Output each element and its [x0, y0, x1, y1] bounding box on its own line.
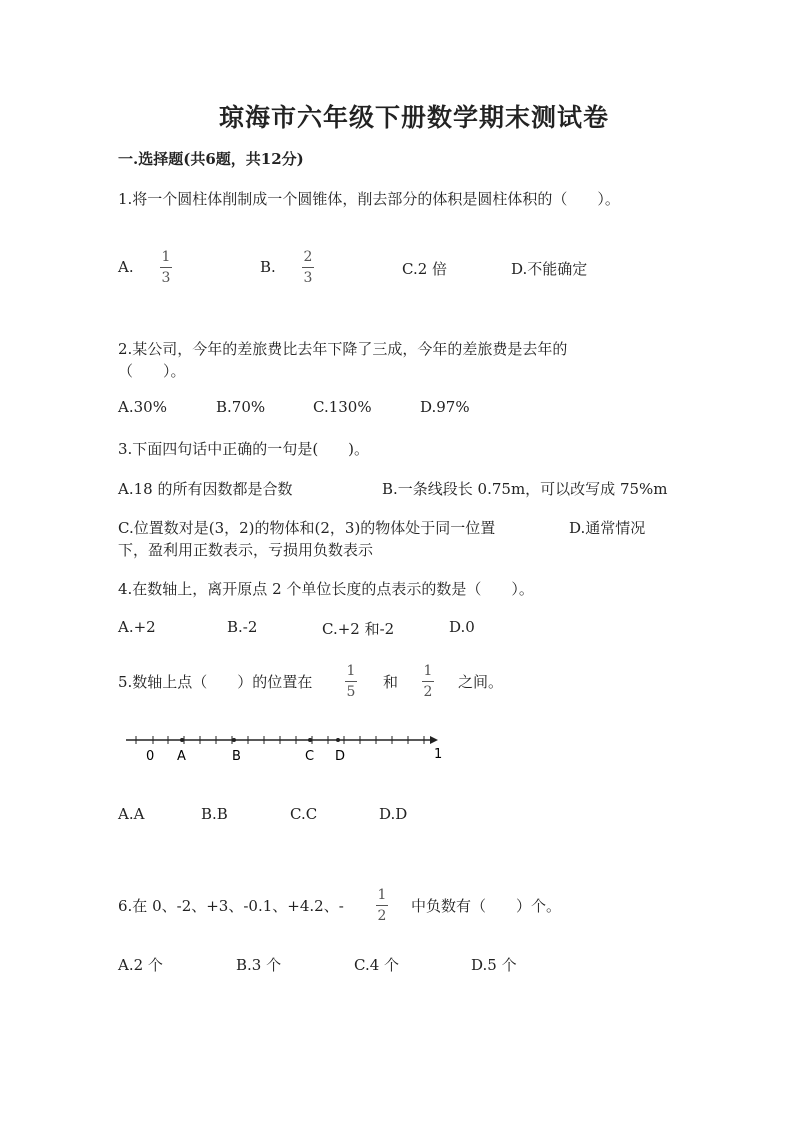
q5-option-c: C.C — [290, 805, 318, 823]
axis-label-zero: 0 — [146, 749, 155, 764]
q4-option-d: D.0 — [449, 618, 475, 636]
point-b-dot — [232, 738, 236, 742]
point-a-dot — [180, 738, 184, 742]
q2-option-a: A.30% — [118, 398, 167, 416]
q2-option-c: C.130% — [313, 398, 372, 416]
q1-option-a-fraction — [160, 249, 172, 286]
axis-label-a: A — [177, 749, 186, 764]
fraction-bar — [376, 905, 388, 906]
question-6-suffix: 中负数有（ ）个。 — [411, 897, 562, 915]
question-2-line-2: （ ）。 — [118, 362, 186, 380]
fraction-numerator: 1 — [161, 249, 171, 265]
fraction-bar — [345, 681, 357, 682]
fraction-denominator: 3 — [161, 270, 171, 286]
question-5-and: 和 — [383, 673, 399, 691]
question-1: 1.将一个圆柱体削制成一个圆锥体，削去部分的体积是圆柱体积的（ ）。 — [118, 190, 620, 208]
q1-option-c: C.2 倍 — [402, 260, 448, 278]
number-line — [120, 728, 460, 778]
q3-option-b: B.一条线段长 0.75m，可以改写成 75%m — [382, 480, 668, 498]
axis-label-one: 1 — [434, 747, 443, 762]
question-6-prefix: 6.在 0、-2、+3、-0.1、+4.2、- — [118, 897, 344, 915]
q6-option-a: A.2 个 — [118, 956, 163, 974]
fraction-numerator: 1 — [423, 663, 433, 679]
fraction-numerator: 2 — [303, 249, 313, 265]
q5-fraction-one-half — [422, 663, 434, 700]
section-heading: 一.选择题(共6题，共12分) — [118, 150, 304, 168]
page-title: 琼海市六年级下册数学期末测试卷 — [219, 103, 610, 132]
q5-option-b: B.B — [201, 805, 228, 823]
q1-option-a-label: A. — [118, 258, 134, 276]
fraction-denominator: 2 — [377, 908, 387, 924]
q2-option-d: D.97% — [420, 398, 470, 416]
q1-option-b-fraction — [302, 249, 314, 286]
fraction-denominator: 2 — [423, 684, 433, 700]
q4-option-c: C.+2 和-2 — [322, 620, 395, 638]
q3-option-c: C.位置数对是(3，2)的物体和(2，3)的物体处于同一位置 — [118, 519, 496, 537]
fraction-numerator: 1 — [377, 887, 387, 903]
point-c-dot — [308, 738, 312, 742]
axis-label-d: D — [335, 749, 346, 764]
q1-option-d: D.不能确定 — [511, 260, 588, 278]
q3-option-d-line-1: D.通常情况 — [569, 519, 646, 537]
q5-option-a: A.A — [118, 805, 145, 823]
question-3: 3.下面四句话中正确的一句是( )。 — [118, 440, 370, 458]
point-d-dot — [336, 738, 340, 742]
q2-option-b: B.70% — [216, 398, 266, 416]
q4-option-b: B.-2 — [227, 618, 258, 636]
axis-label-b: B — [232, 749, 241, 764]
q6-option-c: C.4 个 — [354, 956, 400, 974]
fraction-bar — [422, 681, 434, 682]
q5-option-d: D.D — [379, 805, 408, 823]
q1-option-b-label: B. — [260, 258, 276, 276]
q6-option-d: D.5 个 — [471, 956, 517, 974]
fraction-numerator: 1 — [346, 663, 356, 679]
axis-label-c: C — [305, 749, 315, 764]
fraction-bar — [302, 267, 314, 268]
fraction-denominator: 5 — [346, 684, 356, 700]
q6-option-b: B.3 个 — [236, 956, 282, 974]
q4-option-a: A.+2 — [118, 618, 156, 636]
number-line-arrow — [430, 736, 438, 744]
q6-fraction-one-half — [376, 887, 388, 924]
question-4: 4.在数轴上，离开原点 2 个单位长度的点表示的数是（ ）。 — [118, 580, 534, 598]
fraction-bar — [160, 267, 172, 268]
question-5-prefix: 5.数轴上点（ ）的位置在 — [118, 673, 313, 691]
question-2-line-1: 2.某公司，今年的差旅费比去年下降了三成，今年的差旅费是去年的 — [118, 340, 568, 358]
question-5-suffix: 之间。 — [458, 673, 504, 691]
q5-fraction-one-fifth — [345, 663, 357, 700]
q3-option-a: A.18 的所有因数都是合数 — [118, 480, 293, 498]
q3-option-d-line-2: 下，盈利用正数表示，亏损用负数表示 — [118, 541, 374, 559]
fraction-denominator: 3 — [303, 270, 313, 286]
